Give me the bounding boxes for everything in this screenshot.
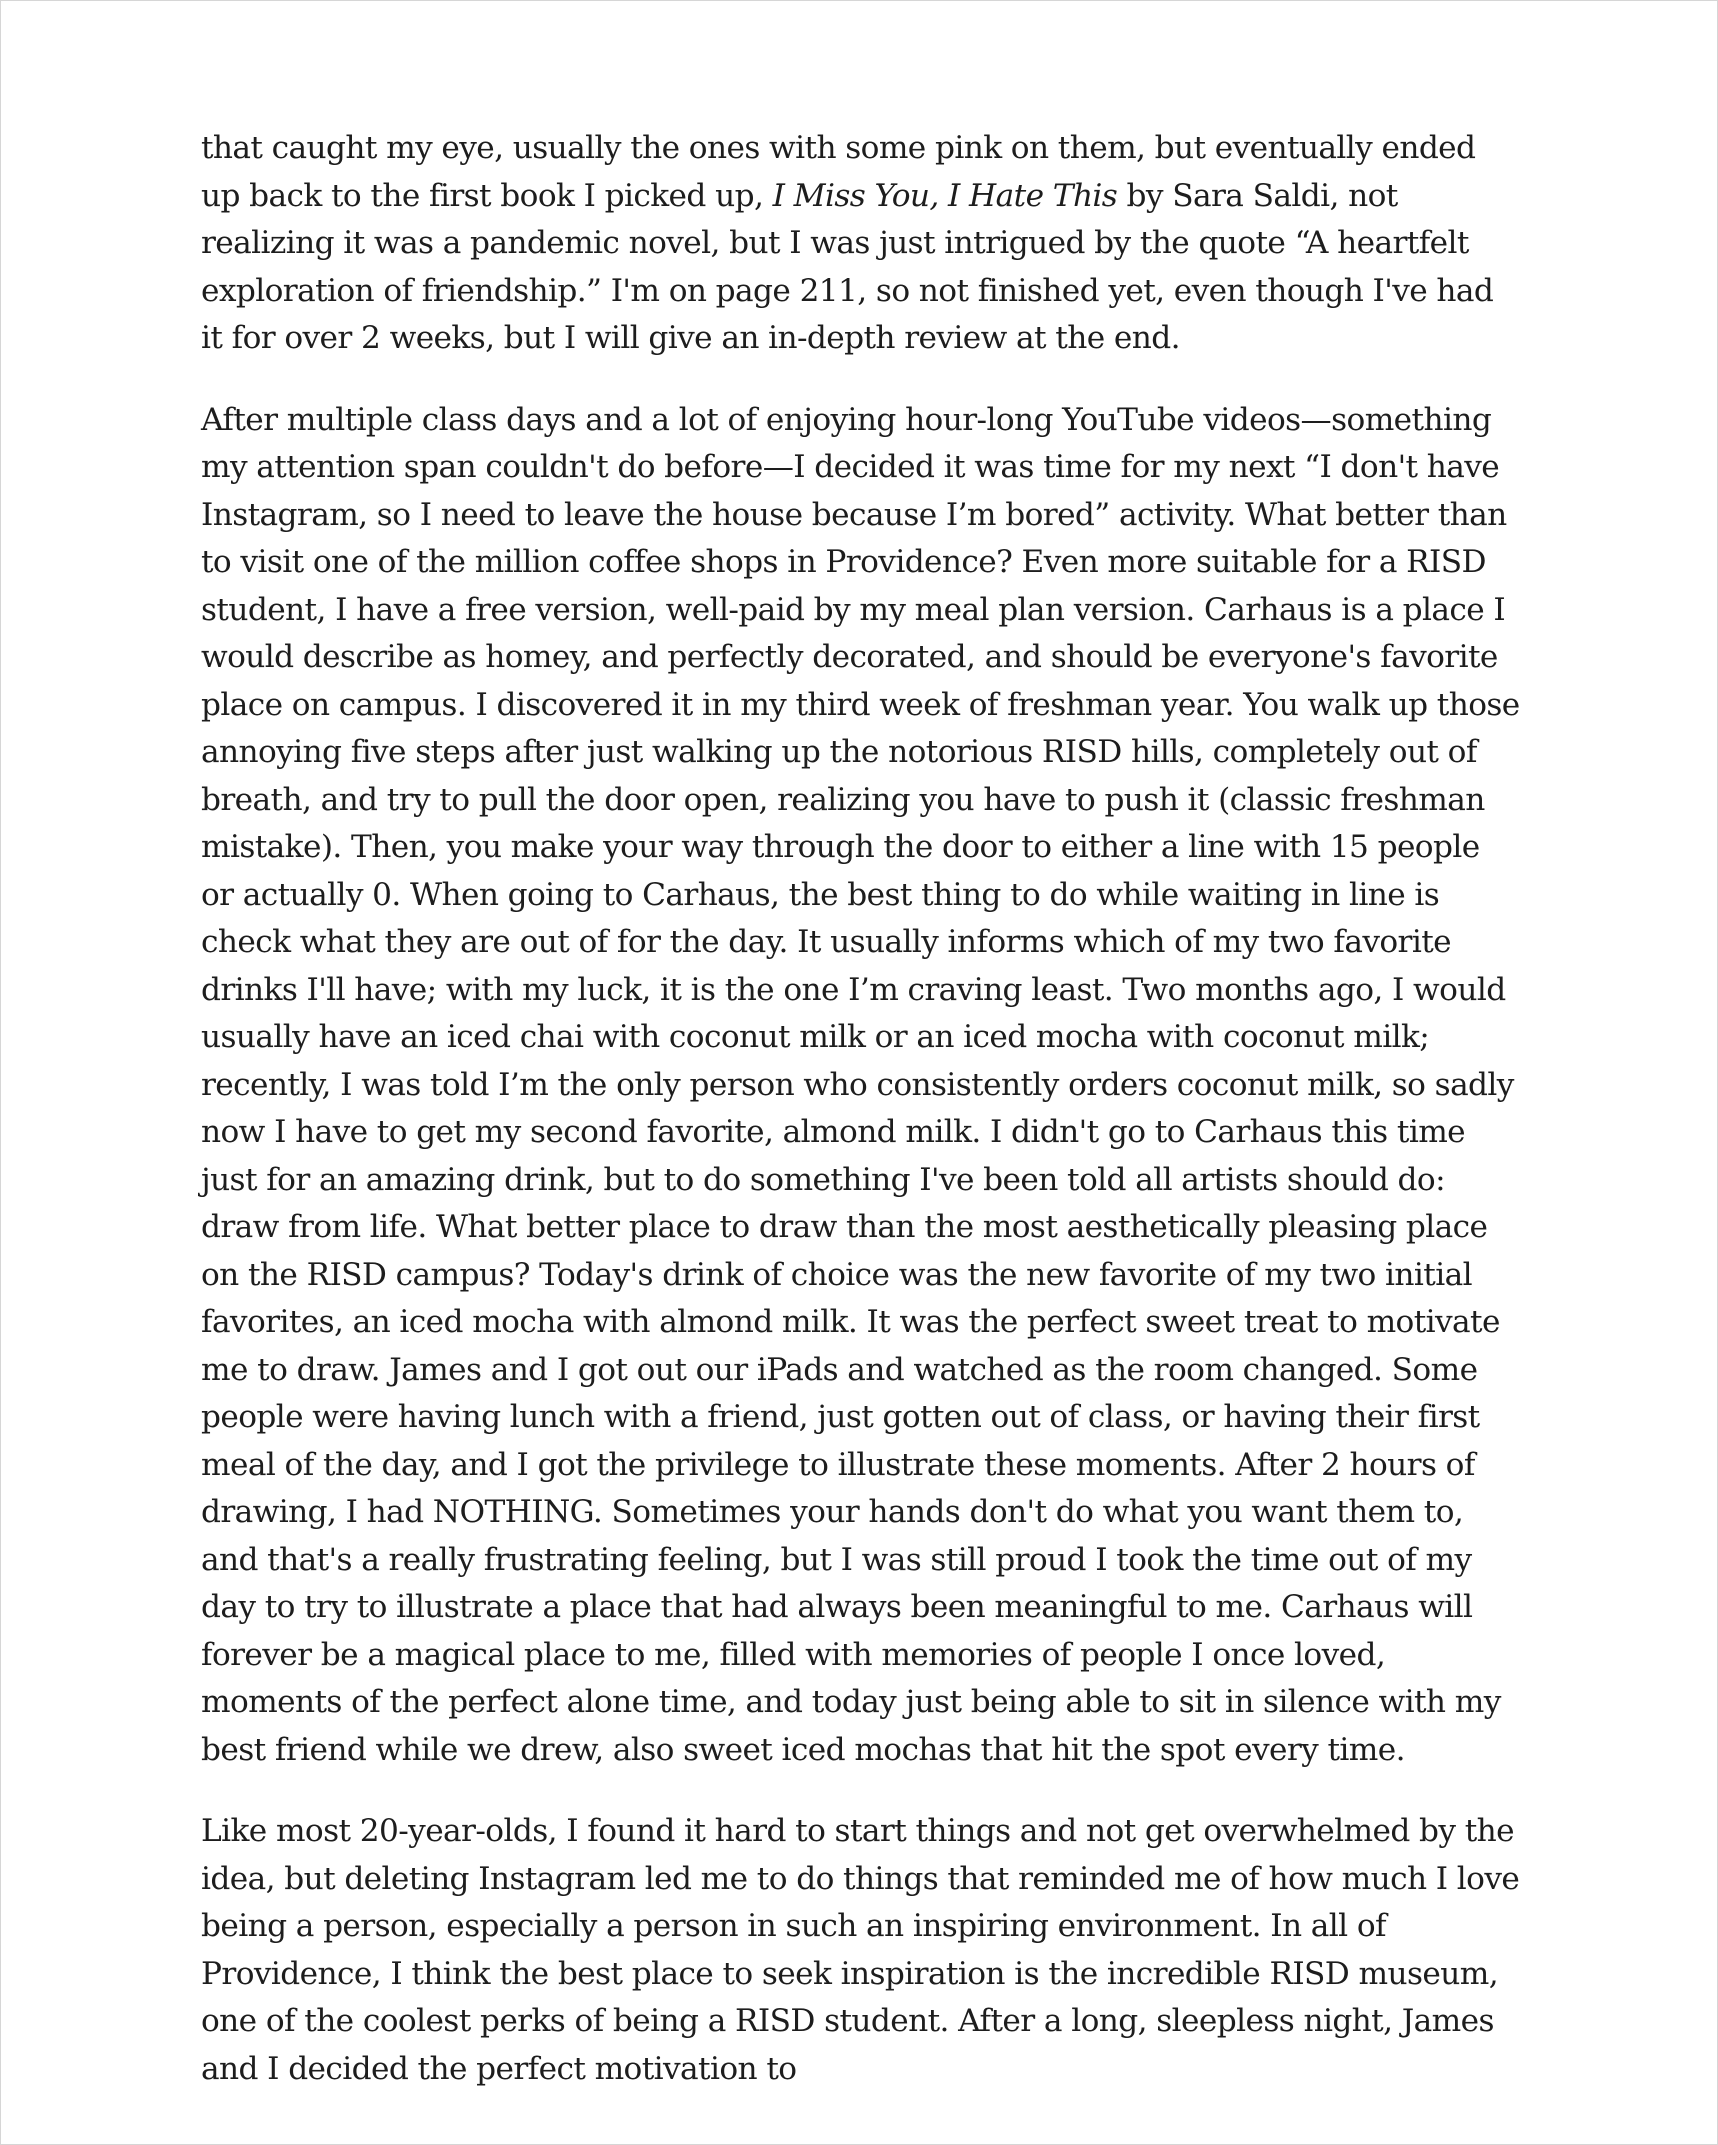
book-title: I Miss You, I Hate This bbox=[772, 177, 1118, 214]
paragraph-1-text-end: by Sara Saldi, not realizing it was a pandemic novel, but I was just intrigued by the quote “A heartfelt exploration of friendship.” I'm on page 211, so not finished yet, even though I've had it for over 2 weeks, but I will give an in-depth review at the end. bbox=[201, 177, 1494, 356]
paragraph-1-text-start: that caught my eye, usually the ones with some pink on them, but eventually ended up back to the first book I picked up, bbox=[201, 130, 1476, 214]
paragraph-1 bbox=[201, 125, 1521, 363]
document-body bbox=[201, 125, 1521, 2093]
paragraph-3: Like most 20-year-olds, I found it hard to start things and not get overwhelmed by the idea, but deleting Instagram led me to do things that reminded me of how much I love being a person, especially a person in such an inspiring environment. In all of Providence, I think the best place to seek inspiration is the incredible RISD museum, one of the coolest perks of being a RISD student. After a long, sleepless night, James and I decided the perfect motivation to bbox=[201, 1813, 1520, 2087]
paragraph-2: After multiple class days and a lot of enjoying hour-long YouTube videos—something my attention span couldn't do before—I decided it was time for my next “I don't have Instagram, so I need to leave the house because I’m bored” activity. What better than to visit one of the million coffee shops in Providence? Even more suitable for a RISD student, I have a free version, well-paid by my meal plan version. Carhaus is a place I would describe as homey, and perfectly decorated, and should be everyone's favorite place on campus. I discovered it in my third week of freshman year. You walk up those annoying five steps after just walking up the notorious RISD hills, completely out of breath, and try to pull the door open, realizing you have to push it (classic freshman mistake). Then, you make your way through the door to either a line with 15 people or actually 0. When going to Carhaus, the best thing to do while waiting in line is check what they are out of for the day. It usually informs which of my two favorite drinks I'll have; with my luck, it is the one I’m craving least. Two months ago, I would usually have an iced chai with coconut milk or an iced mocha with coconut milk; recently, I was told I’m the only person who consistently orders coconut milk, so sadly now I have to get my second favorite, almond milk. I didn't go to Carhaus this time just for an amazing drink, but to do something I've been told all artists should do: draw from life. What better place to draw than the most aesthetically pleasing place on the RISD campus? Today's drink of choice was the new favorite of my two initial favorites, an iced mocha with almond milk. It was the perfect sweet treat to motivate me to draw. James and I got out our iPads and watched as the room changed. Some people were having lunch with a friend, just gotten out of class, or having their first meal of the day, and I got the privilege to illustrate these moments. After 2 hours of drawing, I had NOTHING. Sometimes your hands don't do what you want them to, and that's a really frustrating feeling, but I was still proud I took the time out of my day to try to illustrate a place that had always been meaningful to me. Carhaus will forever be a magical place to me, filled with memories of people I once loved, moments of the perfect alone time, and today just being able to sit in silence with my best friend while we drew, also sweet iced mochas that hit the spot every time. bbox=[201, 401, 1520, 1768]
